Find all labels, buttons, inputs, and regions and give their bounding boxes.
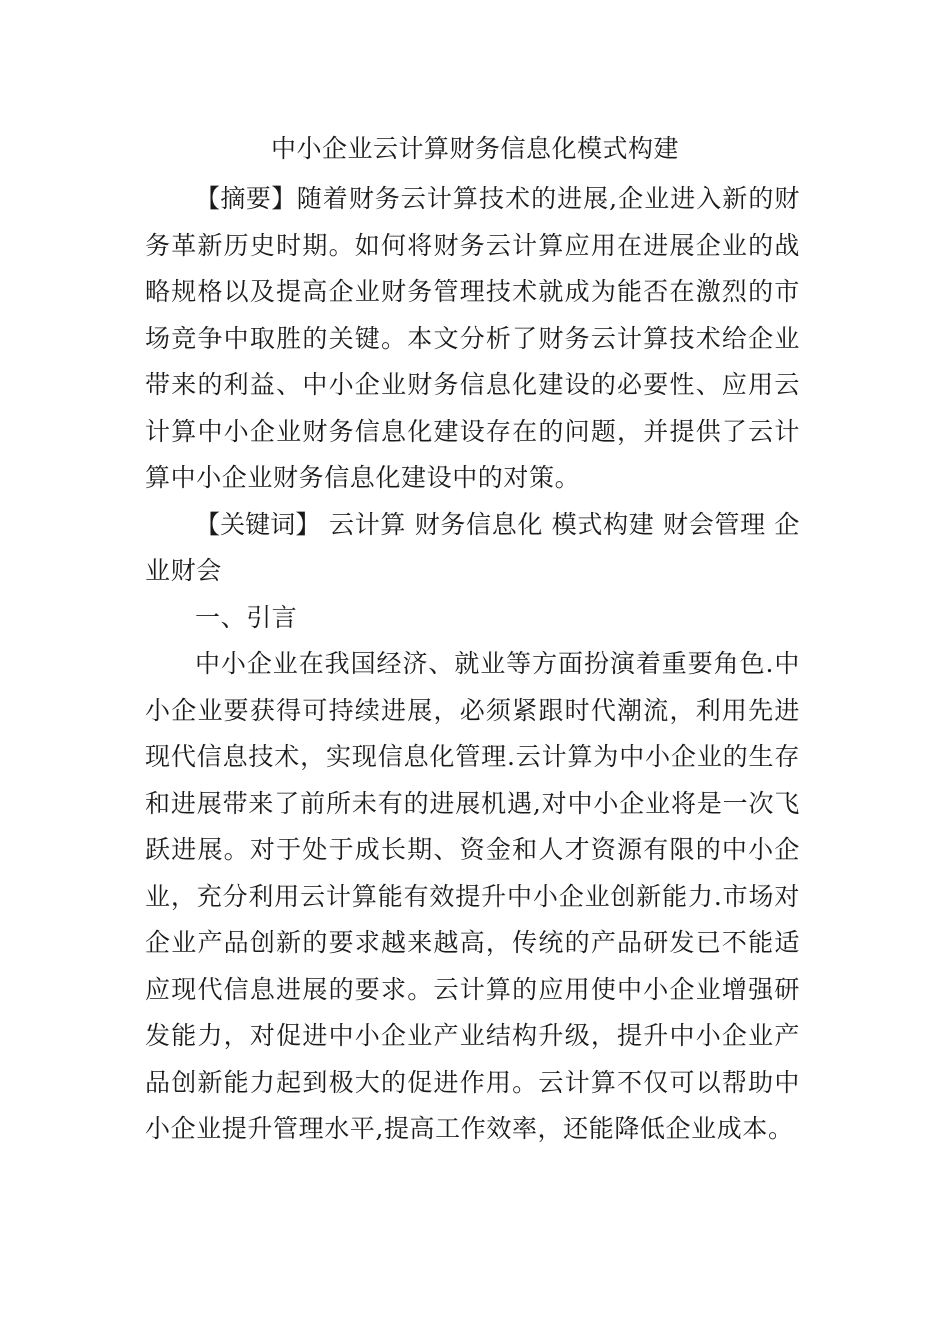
introduction-paragraph: 中小企业在我国经济、就业等方面扮演着重要角色.中小企业要获得可持续进展，必须紧跟时代潮流，利用先进现代信息技术，实现信息化管理.云计算为中小企业的生存和进展带来了前所未有的进展机遇,对中小企业将是一次飞跃进展。对于处于成长期、资金和人才资源有限的中小企业，充分利用云计算能有效提升中小企业创新能力.市场对企业产品创新的要求越来越高，传统的产品研发已不能适应现代信息进展的要求。云计算的应用使中小企业增强研发能力，对促进中小企业产业结构升级，提升中小企业产品创新能力起到极大的促进作用。云计算不仅可以帮助中小企业提升管理水平,提高工作效率，还能降低企业成本。 [145, 649, 800, 1143]
keywords-text: 云计算 财务信息化 模式构建 财会管理 企业财会 [145, 509, 800, 585]
abstract-paragraph [145, 176, 800, 502]
abstract-label: 【摘要】 [195, 184, 297, 213]
section-heading-introduction: 一、引言 [195, 602, 298, 632]
document-title: 中小企业云计算财务信息化模式构建 [270, 134, 679, 163]
document-body [145, 176, 800, 1153]
abstract-text: 随着财务云计算技术的进展,企业进入新的财务革新历史时期。如何将财务云计算应用在进展企业的战略规格以及提高企业财务管理技术就成为能否在激烈的市场竞争中取胜的关键。本文分析了财务云计算技术给企业带来的利益、中小企业财务信息化建设的必要性、应用云计算中小企业财务信息化建设存在的问题，并提供了云计算中小企业财务信息化建设中的对策。 [145, 184, 800, 492]
keywords-paragraph [145, 502, 800, 595]
keywords-label: 【关键词】 [195, 509, 321, 539]
